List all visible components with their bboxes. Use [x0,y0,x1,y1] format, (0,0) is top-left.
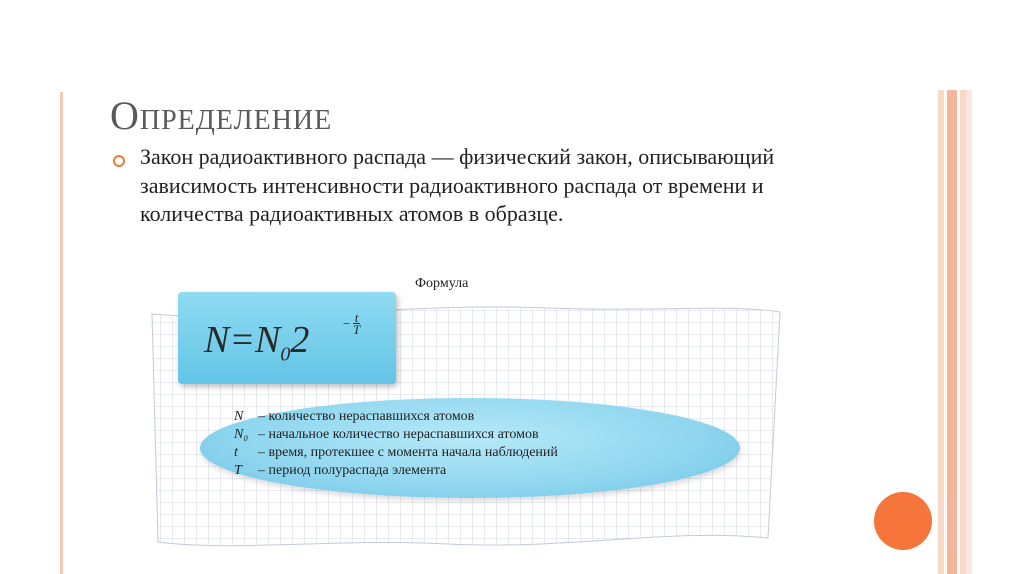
formula [204,318,309,367]
formula-subscript: 0 [280,343,291,366]
legend-row: T – период полураспада элемента [234,463,447,478]
legend-row: N₀ – начальное количество нераспавшихся атомов [234,427,539,442]
exponent-sign: − [342,315,351,331]
decorative-circle-icon [874,492,932,550]
formula-base: 2 [290,319,310,361]
exponent-numerator: t [354,310,359,325]
definition-text: Закон радиоактивного распада — физический закон, описывающий зависимость интенсивности радиоактивного распада от времени и количества радиоактивных атомов в образце. [140,144,775,226]
legend-row: t – время, протекшее с момента начала наблюдений [234,445,558,460]
legend-row: N – количество нераспавшихся атомов [234,409,475,424]
exponent-denominator: T [352,322,361,337]
exponent-fraction [353,312,361,335]
formula-exponent [342,312,360,335]
left-decorative-rule [60,92,63,574]
formula-legend [234,408,558,480]
formula-lhs: N=N [204,319,281,361]
right-decorative-stripes [938,90,972,574]
bullet-icon [113,155,125,167]
slide-title: Определение [110,93,333,138]
formula-heading: Формула [415,276,469,291]
